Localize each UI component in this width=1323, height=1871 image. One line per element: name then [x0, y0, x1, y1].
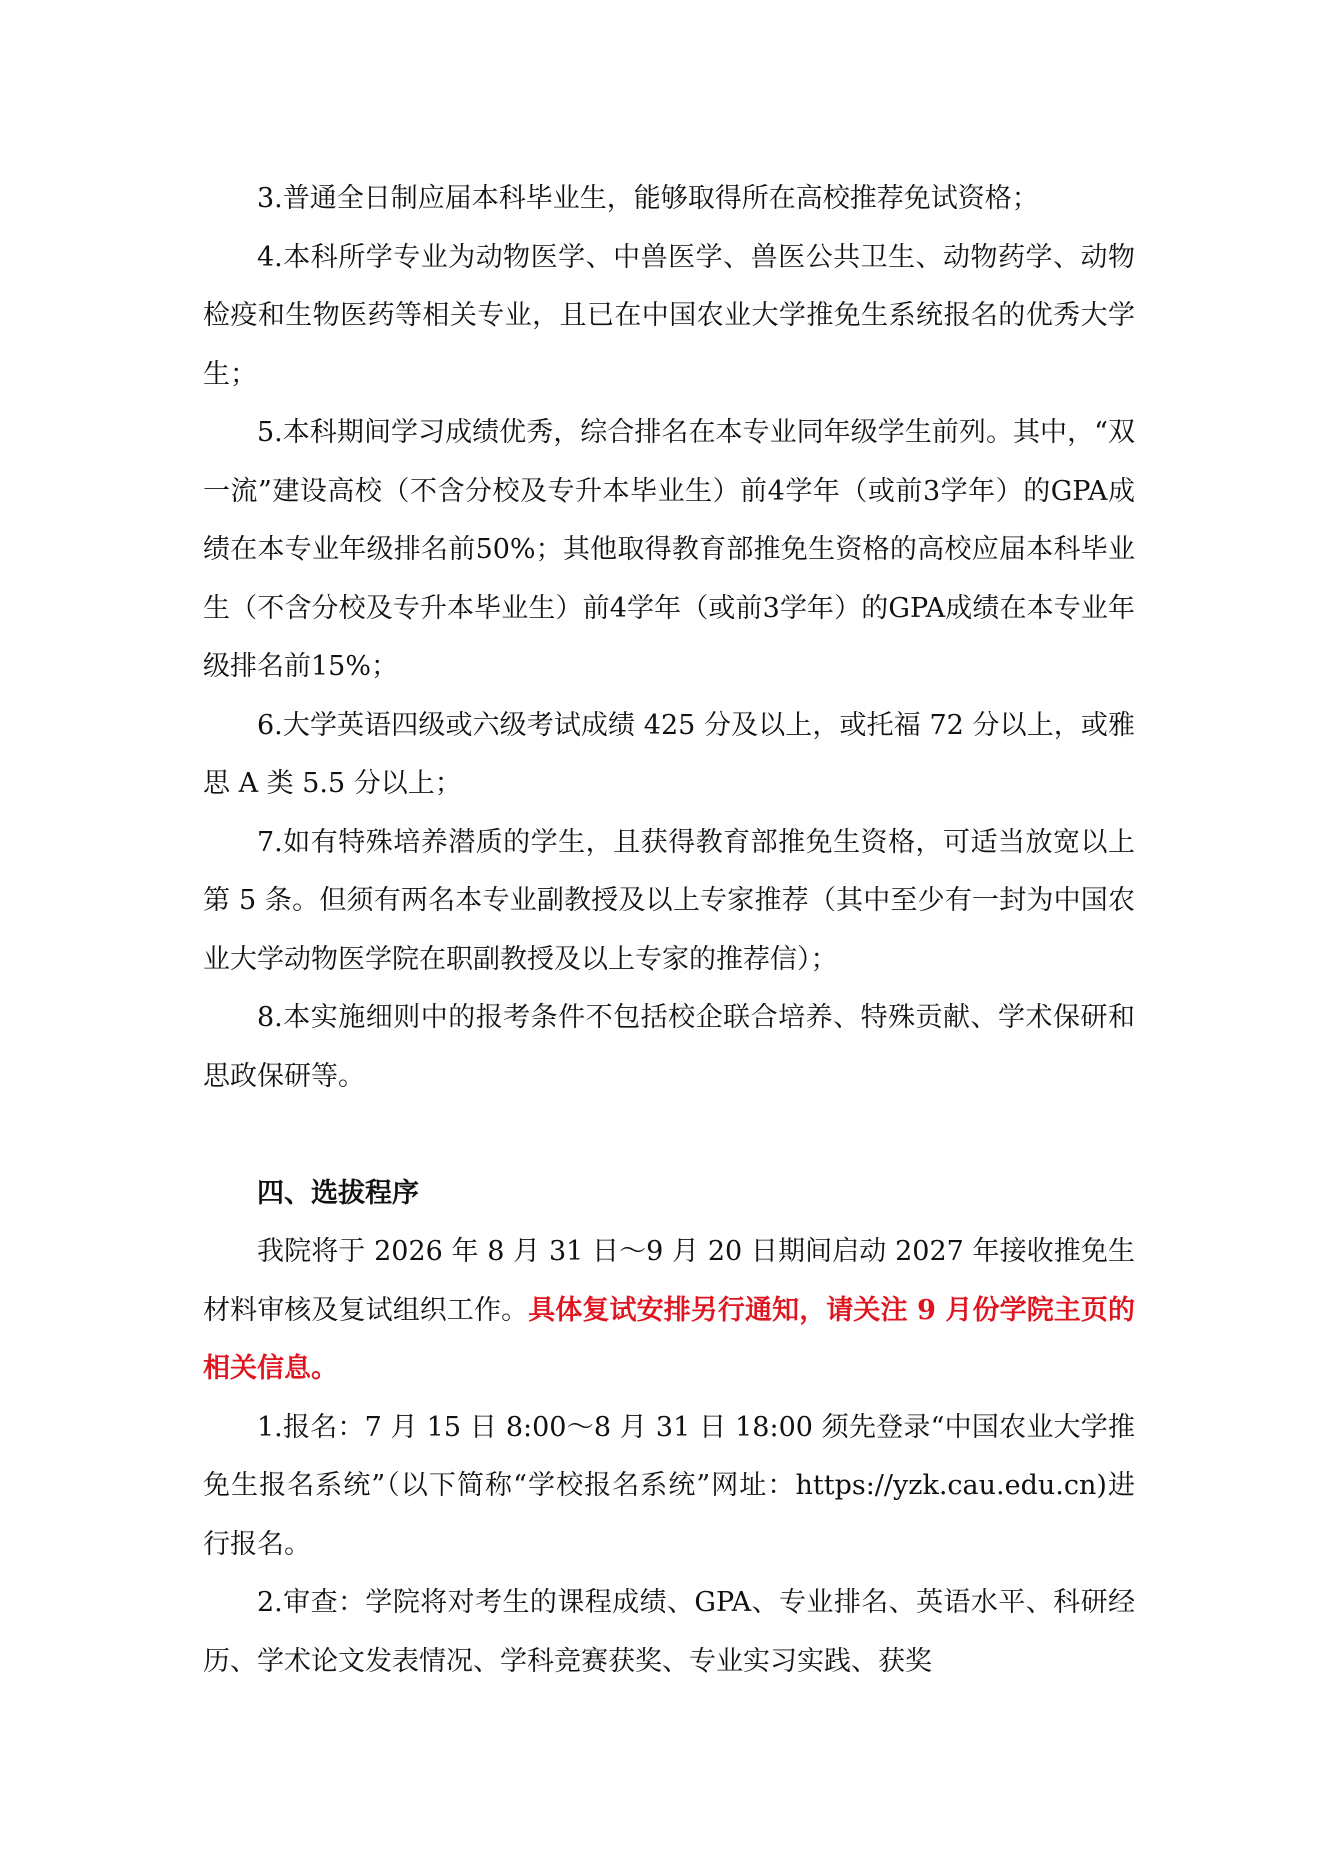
condition-item-8: 8.本实施细则中的报考条件不包括校企联合培养、特殊贡献、学术保研和思政保研等。: [203, 1002, 1135, 1092]
condition-item-3: 3.普通全日制应届本科毕业生，能够取得所在高校推荐免试资格；: [257, 183, 1039, 214]
section-heading: 四、选拔程序: [257, 1177, 419, 1209]
step1-text: 1.报名：7 月 15 日 8:00～8 月 31 日 18:00 须先登录“中国农业大学推免生报名系统”（以下简称“学校报名系统”网址：: [203, 1411, 1135, 1501]
condition-item-5: 5.本科期间学习成绩优秀，综合排名在本专业同年级学生前列。其中，“双一流”建设高校（不含分校及专升本毕业生）前4学年（或前3学年）的GPA成绩在本专业年级排名前50%；其他取得教育部推免生资格的高校应届本科毕业生（不含分校及专升本毕业生）前4学年（或前3学年）的GPA成绩在本专业年级排名前15%；: [203, 417, 1135, 682]
step1-suffix: )进行报名。: [203, 1470, 1135, 1560]
intro-highlight-notice: 具体复试安排另行通知，请关注 9 月份学院主页的相关信息。: [203, 1294, 1135, 1384]
procedure-step-2: 2.审查：学院将对考生的课程成绩、GPA、专业排名、英语水平、科研经历、学术论文发表情况、学科竞赛获奖、专业实习实践、获奖: [203, 1587, 1135, 1677]
condition-item-7: 7.如有特殊培养潜质的学生，且获得教育部推免生资格，可适当放宽以上第 5 条。但须有两名本专业副教授及以上专家推荐（其中至少有一封为中国农业大学动物医学院在职副教授及以上专家的推荐信）；: [203, 826, 1135, 975]
document-body: [203, 170, 1135, 1691]
section-intro: [203, 1223, 1135, 1399]
procedure-step-1: [203, 1399, 1135, 1575]
condition-item-6: 6.大学英语四级或六级考试成绩 425 分及以上，或托福 72 分以上，或雅思 A 类 5.5 分以上；: [203, 709, 1135, 799]
condition-item-4: 4.本科所学专业为动物医学、中兽医学、兽医公共卫生、动物药学、动物检疫和生物医药等相关专业，且已在中国农业大学推免生系统报名的优秀大学生；: [203, 241, 1135, 390]
intro-text: 我院将于 2026 年 8 月 31 日～9 月 20 日期间启动 2027 年接收推免生材料审核及复试组织工作。: [203, 1236, 1135, 1326]
registration-url-link[interactable]: https://yzk.cau.edu.cn: [795, 1470, 1097, 1501]
